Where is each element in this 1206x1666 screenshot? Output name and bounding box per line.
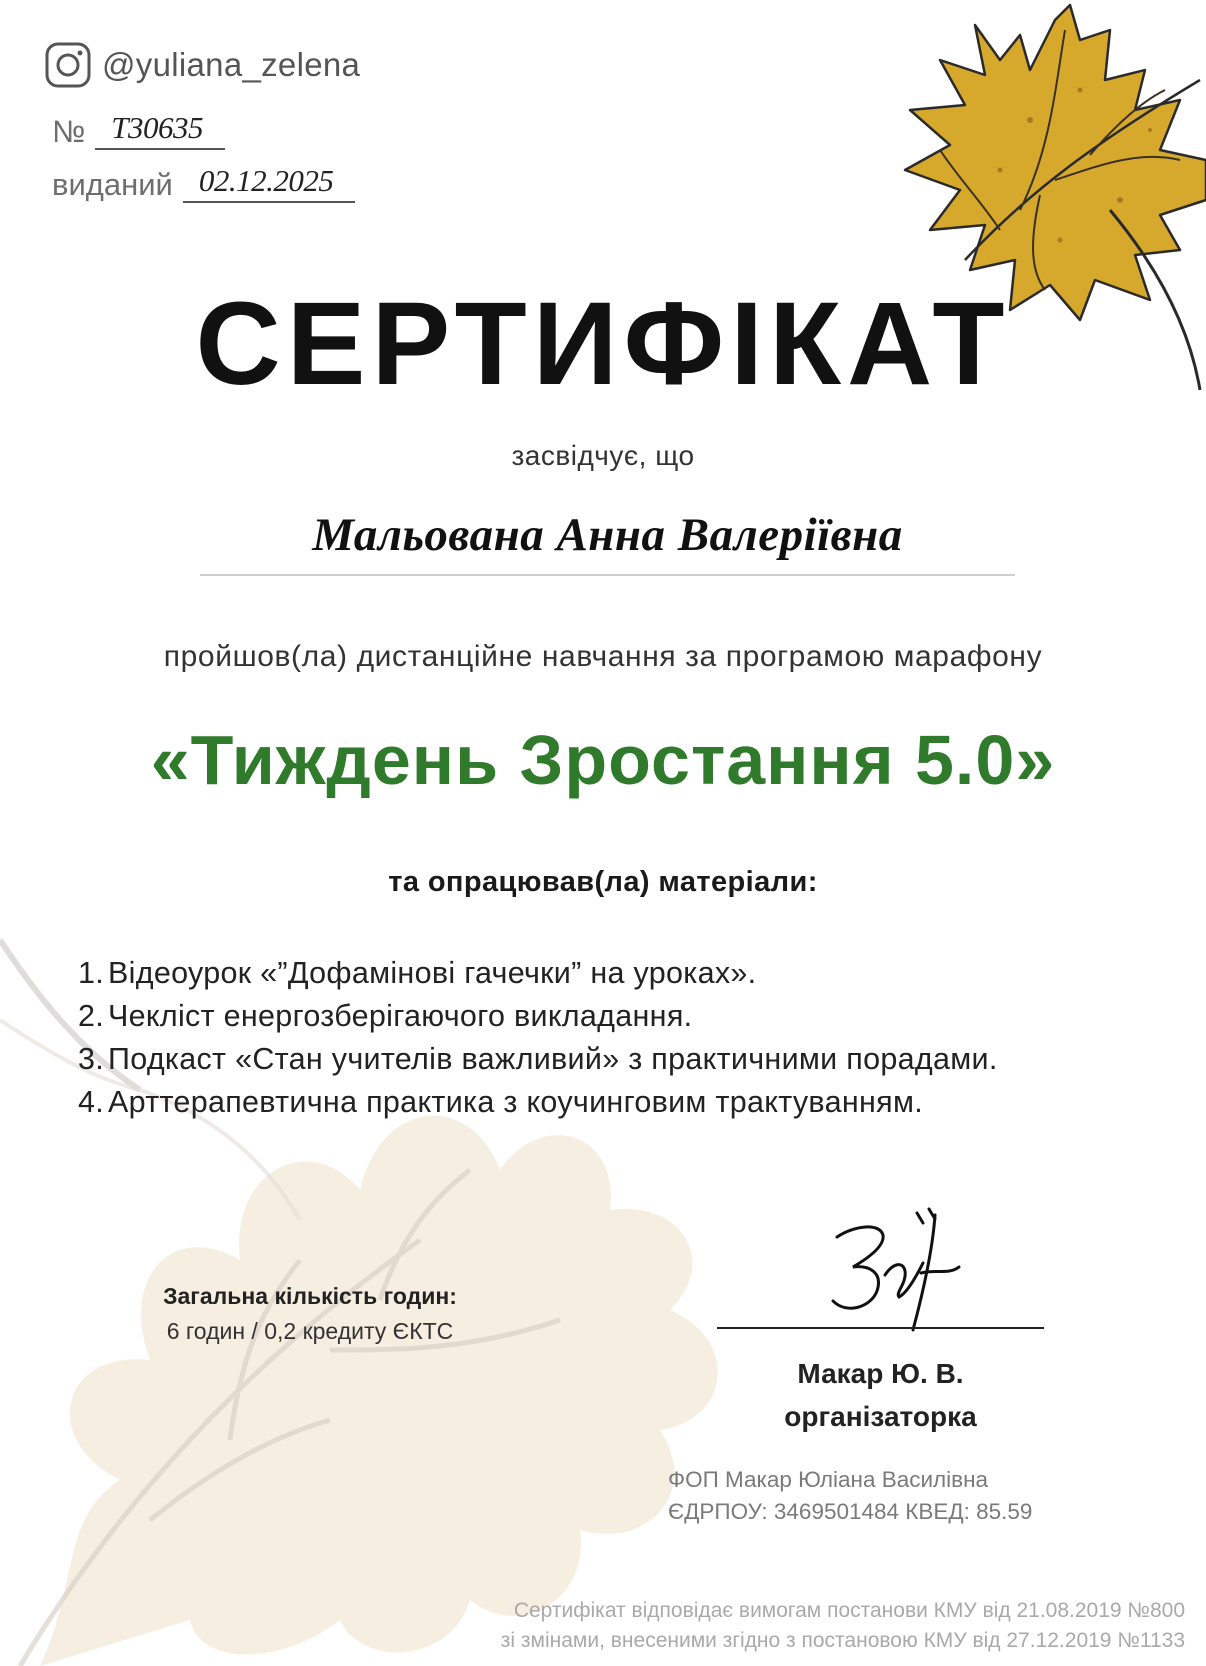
organizer-block [717, 1352, 1044, 1438]
legal-footer [290, 1596, 1185, 1656]
certifies-text: засвідчує, що [511, 440, 695, 471]
hours-label: Загальна кількість годин: [163, 1283, 457, 1309]
company-codes: ЄДРПОУ: 3469501484 КВЕД: 85.59 [668, 1499, 1033, 1524]
program-title: «Тиждень Зростання 5.0» [150, 721, 1056, 799]
list-item: 3. Подкаст «Стан учителів важливий» з практичними порадами. [77, 1042, 998, 1076]
materials-heading: та опрацював(ла) матеріали: [388, 866, 818, 898]
company-info [668, 1464, 1032, 1528]
list-item: 1. Відеоурок «”Дофамінові гачечки” на уроках». [77, 956, 757, 990]
instagram-icon [44, 41, 92, 89]
company-name: ФОП Макар Юліана Василівна [668, 1467, 989, 1492]
certificate-title: СЕРТИФІКАТ [195, 278, 1011, 410]
certificate-number: T30635 [95, 110, 225, 150]
legal-line-1: Сертифікат відповідає вимогам постанови КМУ від 21.08.2019 №800 [513, 1599, 1185, 1622]
signature-line [717, 1327, 1044, 1329]
issue-date-field [52, 163, 355, 203]
legal-line-2: зі змінами, внесеними згідно з постановою КМУ від 27.12.2019 №1133 [500, 1629, 1185, 1652]
instagram-handle: @yuliana_zelena [102, 46, 361, 83]
materials-list [70, 952, 1190, 1124]
certificate-number-field [52, 110, 225, 150]
list-item: 4. Арттерапевтична практика з коучинговим трактуванням. [77, 1085, 923, 1119]
hours-value: 6 годин / 0,2 кредиту ЄКТС [166, 1318, 454, 1344]
number-label: № [52, 114, 86, 149]
instagram-handle-row [44, 40, 360, 90]
issue-date: 02.12.2025 [183, 163, 356, 203]
organizer-role: організаторка [784, 1401, 977, 1432]
signature-icon [825, 1205, 965, 1335]
program-intro: пройшов(ла) дистанційне навчання за програмою марафону [163, 640, 1043, 673]
recipient-name: Мальована Анна Валеріївна [200, 508, 1015, 576]
issued-label: виданий [52, 167, 173, 202]
list-item: 2. Чекліст енергозберігаючого викладання. [77, 999, 693, 1033]
organizer-name: Макар Ю. В. [797, 1358, 964, 1389]
